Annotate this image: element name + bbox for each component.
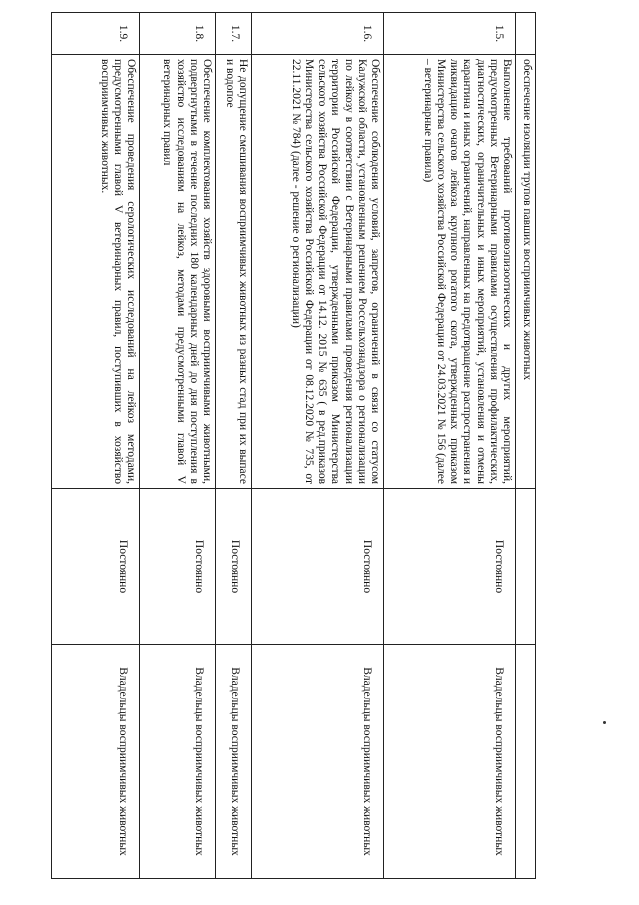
measure-term: Постоянно <box>52 489 140 645</box>
measure-text: Не допущение смешивания восприимчивых животных из разных стад при их выпасе и водопое <box>216 55 252 489</box>
measure-text: Обеспечение комплектования хозяйств здоровыми восприимчивыми животными, подвергнутыми в течение последних 180 календарных дней до дня поступления в хозяйство исследованиям на лейкоз, методами предусмотренными главой V ветеринарных правил <box>140 55 216 489</box>
row-number <box>516 13 536 55</box>
table-row <box>252 13 384 879</box>
measure-responsible: Владельцы восприимчивых животных <box>384 645 516 879</box>
table-row <box>52 13 140 879</box>
measures-table <box>51 12 536 879</box>
measure-text: обеспечение изоляции трупов павших восприимчивых животных <box>516 55 536 489</box>
measure-term: Постоянно <box>384 489 516 645</box>
row-number: 1.8. <box>140 13 216 55</box>
measure-term: Постоянно <box>140 489 216 645</box>
measure-text: Обеспечение соблюдения условий, запретов, ограничений в связи со статусом Калужской области, установленным решением Россельхознадзора о регионализации по лейкозу в соответствии с Ветеринарными правилами проведения регионализации территории Российской Федерации, утвержденными приказом Министерства сельского хозяйства Российской Федерации от 14.12. 2015 № 635 ( в ред.приказов Министерства сельского хозяйства Российской Федерации от 08.12.2020 № 735, от 22.11.2021 № 784) (далее - решение о регионализации) <box>252 55 384 489</box>
row-number: 1.7. <box>216 13 252 55</box>
scan-speck <box>603 721 606 724</box>
row-number: 1.9. <box>52 13 140 55</box>
table-row <box>384 13 516 879</box>
measure-responsible: Владельцы восприимчивых животных <box>52 645 140 879</box>
measure-term: Постоянно <box>252 489 384 645</box>
measure-text: Выполнение требований противоэпизоотических и других мероприятий, предусмотренных Ветеринарными правилами осуществления профилактических, диагностических, ограничительных и иных мероприятий, установления и отмены карантина и иных ограничений, направленных на предотвращение распространения и ликвидацию очагов лейкоза крупного рогатого скота, утвержденных приказом Министерства сельского хозяйства Российской Федерации от 24.03.2021 № 156 (далее – ветеринарные правила) <box>384 55 516 489</box>
measure-responsible: Владельцы восприимчивых животных <box>140 645 216 879</box>
row-number: 1.6. <box>252 13 384 55</box>
measure-responsible <box>516 645 536 879</box>
rotated-content <box>52 12 536 878</box>
measure-text: Обеспечение проведения серологических исследований на лейкоз методами, предусмотренными главой V ветеринарных правил, поступивших в хозяйство восприимчивых животных. <box>52 55 140 489</box>
measure-term: Постоянно <box>216 489 252 645</box>
table-row <box>140 13 216 879</box>
table-row <box>516 13 536 879</box>
table-row <box>216 13 252 879</box>
measure-responsible: Владельцы восприимчивых животных <box>216 645 252 879</box>
row-number: 1.5. <box>384 13 516 55</box>
measure-responsible: Владельцы восприимчивых животных <box>252 645 384 879</box>
measure-term <box>516 489 536 645</box>
